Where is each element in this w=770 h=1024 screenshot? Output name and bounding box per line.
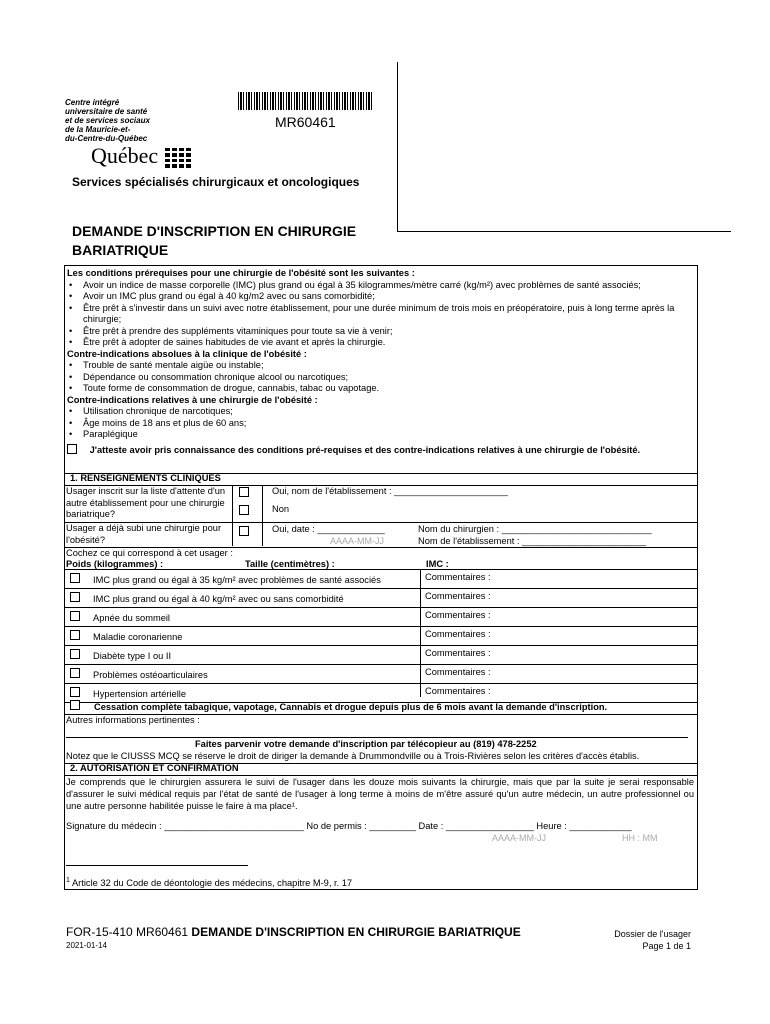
divider <box>262 485 263 546</box>
comorbidity-list <box>64 570 698 703</box>
height-field[interactable]: Taille (centimètres) : <box>245 559 335 569</box>
contraindication-item: • Toute forme de consommation de drogue, cannabis, tabac ou vapotage. <box>67 383 697 395</box>
time-hint: HH : MM <box>622 833 658 843</box>
q2-yes-label: Oui, date : _____________ <box>272 524 385 534</box>
footer-title <box>66 925 521 939</box>
q1-yes-checkbox[interactable] <box>239 487 249 497</box>
form-date: 2021-01-14 <box>66 941 107 950</box>
comments-field[interactable]: Commentaires : <box>425 610 491 620</box>
imc-field[interactable]: IMC : <box>426 559 449 569</box>
condition-item: • Être prêt à adopter de saines habitudes de vie avant et après la chirurgie. <box>67 337 697 349</box>
conditions-heading: Les conditions prérequises pour une chirurgie de l'obésité sont les suivantes : <box>67 268 415 278</box>
cessation-checkbox[interactable] <box>70 700 80 710</box>
q1-label: Usager inscrit sur la liste d'attente d'un autre établissement pour une chirurgie bariatrique? <box>66 486 226 519</box>
q1-no-checkbox[interactable] <box>239 505 249 515</box>
comorbidity-checkbox[interactable] <box>70 630 80 640</box>
organization-logo-text <box>65 98 175 143</box>
form-title: DEMANDE D'INSCRIPTION EN CHIRURGIE BARIATRIQUE <box>191 925 521 939</box>
barcode-number: MR60461 <box>275 114 336 130</box>
footnote-rule <box>66 865 248 866</box>
attest-text: J'atteste avoir pris connaissance des conditions pré-requises et des contre-indications relatives à une chirurgie de l'obésité. <box>89 444 641 455</box>
absolute-contraindications-heading: Contre-indications absolues à la clinique de l'obésité : <box>67 348 307 359</box>
date-hint: AAAA-MM-JJ <box>330 536 384 546</box>
comorbidity-row <box>64 589 698 608</box>
section2-heading: 2. AUTORISATION ET CONFIRMATION <box>70 763 239 773</box>
q2-yes-checkbox[interactable] <box>239 526 249 536</box>
quebec-logo <box>91 143 194 169</box>
comorbidity-row <box>64 665 698 684</box>
comorbidity-row <box>64 646 698 665</box>
comments-field[interactable]: Commentaires : <box>425 572 491 582</box>
page-subtitle: Services spécialisés chirurgicaux et oncologiques <box>72 175 360 189</box>
fax-instruction: Faites parvenir votre demande d'inscription par télécopieur au (819) 478-2252 <box>195 739 537 749</box>
q1-no-label: Non <box>272 504 290 514</box>
weight-field[interactable]: Poids (kilogrammes) : <box>66 559 164 569</box>
comorbidity-label: IMC plus grand ou égal à 35 kg/m² avec problèmes de santé associés <box>93 575 381 585</box>
contraindication-item: • Âge moins de 18 ans et plus de 60 ans; <box>67 418 697 430</box>
comorbidity-checkbox[interactable] <box>70 592 80 602</box>
org-line: Centre intégré <box>65 98 120 107</box>
org-line: du-Centre-du-Québec <box>65 134 148 143</box>
check-prompt: Cochez ce qui correspond à cet usager : <box>66 548 233 558</box>
comorbidity-row <box>64 570 698 589</box>
flag-icon <box>165 159 177 168</box>
org-line: universitaire de santé <box>65 107 148 116</box>
authorization-text: Je comprends que le chirurgien assurera le suivi de l'usager dans les douze mois suivants la chirurgie, mais que par la suite je serai responsable d'assurer le suivi médical requis par l'état de santé de l'usager à long terme à moins de m'être assuré qu'un autre médecin, un autre professionnel ou une autre personne habilitée puisse le faire à ma place¹. <box>66 777 694 811</box>
flag-icon <box>179 148 191 157</box>
q2-label: Usager a déjà subi une chirurgie pour l'obésité? <box>66 523 222 545</box>
org-line: et de services sociaux <box>65 116 150 125</box>
comments-field[interactable]: Commentaires : <box>425 629 491 639</box>
comorbidity-label: Hypertension artérielle <box>93 689 187 699</box>
q1-yes-label: Oui, nom de l'établissement : ______________________ <box>272 486 508 496</box>
condition-item: • Être prêt à s'investir dans un suivi avec notre établissement, pour une durée minimum de trois mois en préopératoire, puis à long terme après la chirurgie; <box>67 303 697 326</box>
comorbidity-checkbox[interactable] <box>70 611 80 621</box>
comorbidity-label: Apnée du sommeil <box>93 613 170 623</box>
establishment-name-field[interactable]: Nom de l'établissement : ________________________ <box>418 536 647 546</box>
routing-note: Notez que le CIUSSS MCQ se réserve le droit de diriger la demande à Drummondville ou à Trois-Rivières selon les critères d'accès établis. <box>66 751 640 761</box>
section1-heading: 1. RENSEIGNEMENTS CLINIQUES <box>70 473 221 483</box>
quebec-logo-text: Québec <box>91 143 159 168</box>
divider <box>232 485 233 546</box>
answer-line <box>66 737 688 738</box>
contraindication-item: • Utilisation chronique de narcotiques; <box>67 406 697 418</box>
comorbidity-checkbox[interactable] <box>70 649 80 659</box>
comorbidity-label: Diabète type I ou II <box>93 651 172 661</box>
org-line: de la Mauricie-et- <box>65 125 131 134</box>
condition-item: • Être prêt à prendre des suppléments vitaminiques pour toute sa vie à venir; <box>67 326 697 338</box>
other-info-field[interactable]: Autres informations pertinentes : <box>66 715 200 725</box>
flag-icon <box>165 148 177 157</box>
flag-icon <box>179 159 191 168</box>
comments-field[interactable]: Commentaires : <box>425 591 491 601</box>
comorbidity-row <box>64 608 698 627</box>
comorbidity-checkbox[interactable] <box>70 668 80 678</box>
comorbidity-checkbox[interactable] <box>70 573 80 583</box>
contraindication-item: • Dépendance ou consommation chronique alcool ou narcotiques; <box>67 372 697 384</box>
comments-field[interactable]: Commentaires : <box>425 667 491 677</box>
condition-item: • Avoir un indice de masse corporelle (IMC) plus grand ou égal à 35 kilogrammes/mètre carré (kg/m²) avec problèmes de santé associés; <box>67 280 697 292</box>
cessation-text: Cessation complète tabagique, vapotage, Cannabis et drogue depuis plus de 6 mois avant la demande d'inscription. <box>94 702 608 712</box>
barcode <box>238 92 373 110</box>
signature-line[interactable]: Signature du médecin : ___________________________ No de permis : _________ Date : _________________ Heure : ____________ <box>66 821 632 831</box>
condition-item: • Avoir un IMC plus grand ou égal à 40 kg/m2 avec ou sans comorbidité; <box>67 291 697 303</box>
contraindication-item: • Trouble de santé mentale aigüe ou instable; <box>67 360 697 372</box>
attest-checkbox[interactable] <box>67 444 77 454</box>
title-line: BARIATRIQUE <box>72 242 169 258</box>
comments-field[interactable]: Commentaires : <box>425 648 491 658</box>
label-area-border <box>397 231 731 232</box>
comorbidity-row <box>64 627 698 646</box>
title-line: DEMANDE D'INSCRIPTION EN CHIRURGIE <box>72 223 357 239</box>
comorbidity-label: Maladie coronarienne <box>93 632 183 642</box>
comorbidity-checkbox[interactable] <box>70 687 80 697</box>
page-number: Page 1 de 1 <box>642 941 691 951</box>
footnote-text: Article 32 du Code de déontologie des médecins, chapitre M-9, r. 17 <box>71 878 353 889</box>
form-code: FOR-15-410 MR60461 <box>66 925 189 939</box>
contraindication-item: • Paraplégique <box>67 429 697 441</box>
comorbidity-row <box>64 684 698 703</box>
relative-contraindications-heading: Contre-indications relatives à une chirurgie de l'obésité : <box>67 394 318 405</box>
comments-field[interactable]: Commentaires : <box>425 686 491 696</box>
label-area-border <box>397 62 398 232</box>
footnote: $^1$ Article 32 du Code de déontologie des médecins, chapitre M-9, r. 17 <box>66 877 353 889</box>
comorbidity-label: IMC plus grand ou égal à 40 kg/m² avec ou sans comorbidité <box>93 594 344 604</box>
comorbidity-label: Problèmes ostéoarticulaires <box>93 670 208 680</box>
footer-right <box>580 928 691 952</box>
page-title <box>72 222 392 260</box>
date-hint: AAAA-MM-JJ <box>492 833 546 843</box>
surgeon-name-field[interactable]: Nom du chirurgien : _____________________________ <box>418 524 652 534</box>
conditions-section <box>67 268 697 456</box>
dossier-label: Dossier de l'usager <box>614 929 691 939</box>
